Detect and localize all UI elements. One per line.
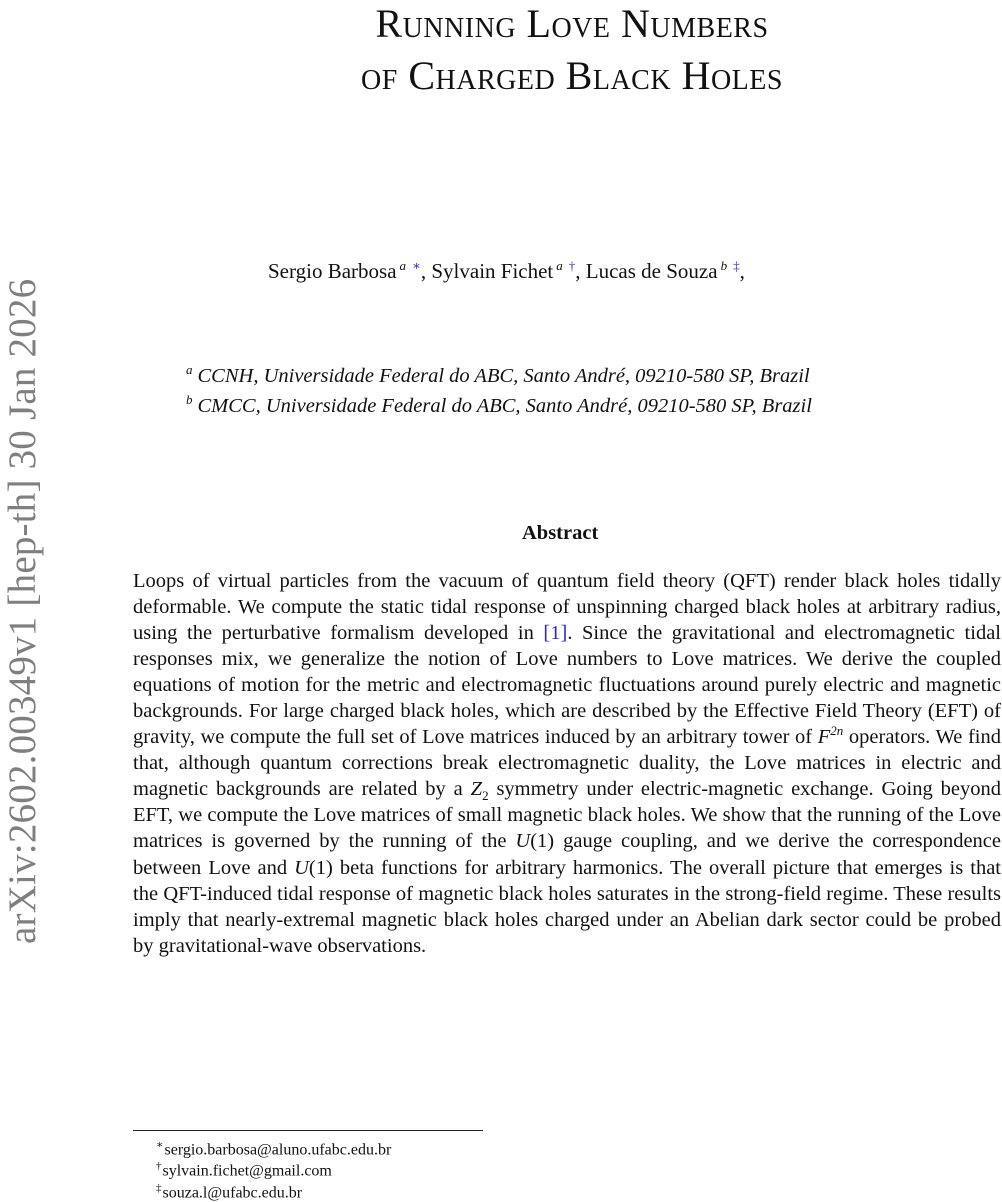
affiliation-b: $^b$ CMCC, Universidade Federal do ABC, Santo André, 09210-580 SP, Brazil — [186, 392, 812, 417]
footnote-link[interactable]: ∗ — [412, 258, 421, 273]
footnote-email: ∗sergio.barbosa@aluno.ufabc.edu.br — [156, 1139, 392, 1159]
author-list: Sergio Barbosa $^a$ ∗, Sylvain Fichet $^a$ †, Lucas de Souza $^b$ ‡, — [268, 258, 745, 283]
abstract-body: Loops of virtual particles from the vacuum of quantum field theory (QFT) render black holes tidally deformable. We compute the static tidal response of unspinning charged black holes at arbitrary radius, using the perturbative formalism developed in [1]. Since the gravitational and electromagnetic tidal responses mix, we generalize the notion of Love numbers to Love matrices. We derive the coupled equations of motion for the metric and electromagnetic fluctuations around purely electric and magnetic backgrounds. For large charged black holes, which are described by the Effective Field Theory (EFT) of gravity, we compute the full set of Love matrices induced by an arbitrary tower of $F^{2n}$ operators. We find that, although quantum corrections break electromagnetic duality, the Love matrices in electric and magnetic backgrounds are related by a $Z_2$ symmetry under electric-magnetic exchange. Going beyond EFT, we compute the Love matrices of small magnetic black holes. We show that the running of the Love matrices is governed by the running of the U(1) gauge coupling, and we derive the correspondence between Love and U(1) beta functions for arbitrary harmonics. The overall picture that emerges is that the QFT-induced tidal response of magnetic black holes saturates in the strong-field regime. These results imply that nearly-extremal magnetic black holes charged under an Abelian dark sector could be probed by gravitational-wave observations. — [133, 570, 1002, 957]
affiliation-a: $^a$ CCNH, Universidade Federal do ABC, Santo André, 09210-580 SP, Brazil — [186, 362, 810, 387]
footnote-link[interactable]: † — [568, 258, 576, 273]
author-affiliation-key: a — [556, 258, 563, 273]
paper-title-line-1: Running Love Numbers — [375, 1, 769, 46]
arxiv-stamp — [2, 232, 44, 944]
footnote-rule — [133, 1130, 483, 1131]
citation-link[interactable]: [1] — [543, 622, 568, 645]
abstract-heading: Abstract — [522, 522, 599, 544]
author-affiliation-key: b — [720, 258, 728, 273]
author-name: Sylvain Fichet — [431, 259, 554, 283]
footnote-email: ‡souza.l@ufabc.edu.br — [156, 1182, 303, 1202]
arxiv-identifier: arXiv:2602.00349v1 [hep-th] 30 Jan 2026 — [1, 278, 44, 944]
footnote-email: †sylvain.fichet@gmail.com — [156, 1160, 332, 1180]
author-affiliation-key: a — [399, 258, 407, 273]
author-name: Sergio Barbosa — [268, 259, 397, 283]
author-name: Lucas de Souza — [585, 259, 718, 283]
paper-title-line-2: of Charged Black Holes — [361, 53, 783, 98]
footnote-link[interactable]: ‡ — [733, 258, 740, 273]
